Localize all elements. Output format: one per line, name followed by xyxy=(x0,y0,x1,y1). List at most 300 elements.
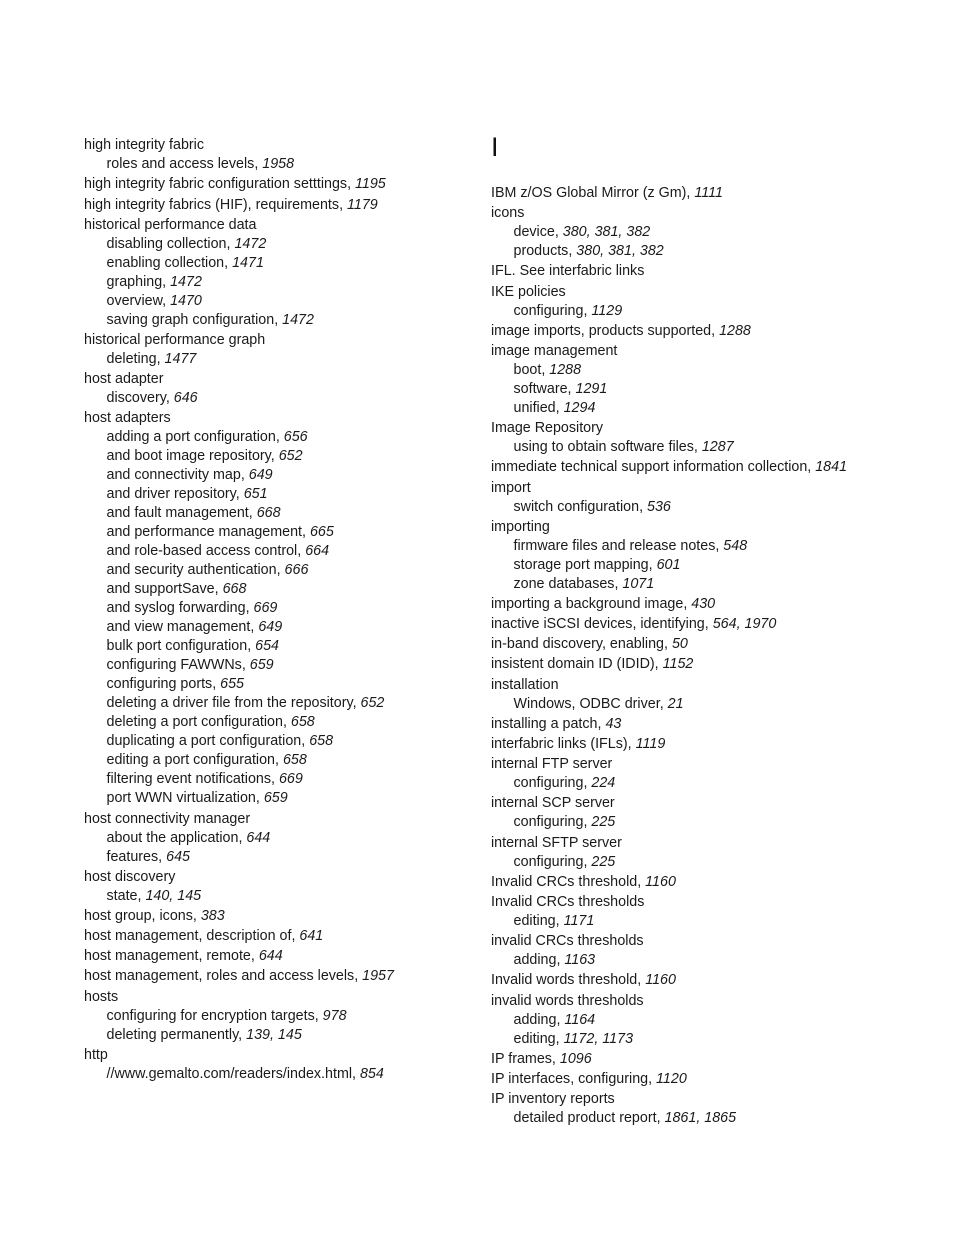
page-reference[interactable]: 1119 xyxy=(635,736,666,752)
index-entry xyxy=(491,755,911,774)
index-term: configuring ports xyxy=(106,676,213,693)
index-term: high integrity fabric configuration setttings xyxy=(84,176,348,193)
index-separator: , xyxy=(554,224,563,241)
index-entry xyxy=(491,635,911,654)
index-term: host group, icons xyxy=(84,907,193,924)
index-separator: , xyxy=(240,467,249,484)
index-separator: , xyxy=(301,733,310,750)
index-term: invalid CRCs thresholds xyxy=(491,933,644,950)
index-separator: , xyxy=(664,636,672,653)
index-term: firmware files and release notes xyxy=(513,537,716,554)
index-subentry xyxy=(84,235,474,254)
page-reference[interactable]: 668 xyxy=(256,505,281,522)
index-entry xyxy=(491,873,911,892)
index-subentry xyxy=(84,618,474,637)
page-reference[interactable]: 645 xyxy=(166,848,190,865)
index-subentry xyxy=(84,637,474,656)
index-term: storage port mapping xyxy=(513,556,649,573)
page-reference[interactable]: 1071 xyxy=(622,575,655,592)
index-subentry xyxy=(84,887,474,906)
index-subentry xyxy=(84,599,474,618)
index-separator: , xyxy=(583,853,592,870)
index-subentry xyxy=(84,656,474,675)
index-separator: , xyxy=(162,273,171,290)
index-term: boot xyxy=(513,361,542,378)
index-term: device xyxy=(513,224,555,241)
index-separator: , xyxy=(556,1011,565,1028)
index-separator: , xyxy=(693,439,702,456)
index-term: Windows, ODBC driver xyxy=(513,695,660,712)
page-reference[interactable]: 430 xyxy=(691,595,716,612)
index-term: in-band discovery, enabling xyxy=(491,636,664,653)
index-term: host management, description of xyxy=(84,928,292,945)
index-separator: , xyxy=(686,185,695,201)
page-reference[interactable]: 1288 xyxy=(719,322,751,339)
index-term: host adapters xyxy=(84,410,171,427)
page-reference[interactable]: 1163 xyxy=(564,952,596,969)
page-reference[interactable]: 669 xyxy=(253,600,278,617)
index-separator: , xyxy=(656,1110,665,1127)
page-reference[interactable]: 224 xyxy=(591,775,616,792)
index-subentry xyxy=(491,556,911,575)
index-term: deleting permanently xyxy=(106,1026,239,1043)
index-subentry xyxy=(84,1026,474,1045)
index-separator: , xyxy=(551,1050,560,1067)
right-index-column xyxy=(491,132,911,1128)
index-term: internal SFTP server xyxy=(491,834,622,851)
page-reference[interactable]: 43 xyxy=(605,715,622,732)
index-term: import xyxy=(491,479,531,496)
index-separator: , xyxy=(250,619,259,636)
index-separator: , xyxy=(568,243,577,260)
index-subentry xyxy=(491,399,911,418)
index-term: icons xyxy=(491,205,525,222)
index-term: high integrity fabric xyxy=(84,137,204,154)
index-subentry xyxy=(491,1030,911,1049)
index-separator: , xyxy=(352,695,361,712)
index-subentry xyxy=(491,813,911,832)
index-subentry xyxy=(491,912,911,931)
index-term: using to obtain software files xyxy=(513,439,694,456)
index-term: and security authentication xyxy=(106,562,277,579)
index-entry xyxy=(491,184,911,203)
index-term: IBM z/OS Global Mirror (z Gm) xyxy=(491,185,687,201)
index-separator: , xyxy=(354,968,363,985)
index-term: and role-based access control xyxy=(106,543,298,560)
page-reference[interactable]: 658 xyxy=(309,733,334,750)
page-reference[interactable]: 1120 xyxy=(656,1070,687,1087)
index-separator: , xyxy=(711,322,720,339)
index-term: image management xyxy=(491,342,618,359)
index-separator: , xyxy=(302,524,310,541)
page-reference[interactable]: 536 xyxy=(647,498,671,515)
index-subentry xyxy=(84,732,474,751)
page-reference[interactable]: 658 xyxy=(282,752,307,769)
index-term: configuring xyxy=(513,302,584,319)
index-entry xyxy=(491,322,911,341)
index-subentry xyxy=(491,695,911,714)
page-reference[interactable]: 1291 xyxy=(575,380,608,397)
index-subentry xyxy=(84,848,474,867)
index-entry xyxy=(491,262,911,281)
index-term: high integrity fabrics (HIF), requirements xyxy=(84,196,340,213)
page-reference[interactable]: 654 xyxy=(255,638,279,655)
index-subentry xyxy=(84,751,474,770)
index-term: editing xyxy=(513,912,556,929)
page-reference[interactable]: 548 xyxy=(723,537,748,554)
index-term: internal SCP server xyxy=(491,795,615,812)
page-reference[interactable]: 978 xyxy=(322,1007,347,1024)
index-term: //www.gemalto.com/readers/index.html xyxy=(106,1065,353,1082)
index-separator: , xyxy=(192,907,201,924)
index-separator: , xyxy=(241,657,250,674)
index-term: adding a port configuration xyxy=(106,429,276,446)
page-reference[interactable]: 649 xyxy=(258,619,283,636)
index-subentry xyxy=(491,853,911,872)
index-term: installing a patch xyxy=(491,715,598,732)
index-entry xyxy=(84,947,474,966)
index-entry xyxy=(491,676,911,695)
index-term: discovery xyxy=(106,390,166,407)
index-separator: , xyxy=(352,1065,360,1082)
index-term: port WWN virtualization xyxy=(106,790,256,807)
page-reference[interactable]: 644 xyxy=(246,829,271,846)
index-entry xyxy=(491,342,911,361)
index-term: host connectivity manager xyxy=(84,810,251,827)
index-separator: , xyxy=(556,952,565,969)
index-separator: , xyxy=(245,600,254,617)
index-entry xyxy=(84,370,474,389)
index-separator: , xyxy=(165,390,174,407)
page-reference[interactable]: 225 xyxy=(591,814,616,831)
index-term: switch configuration xyxy=(513,498,640,515)
index-term: deleting a port configuration xyxy=(106,714,283,731)
index-term: disabling collection xyxy=(106,235,227,252)
index-separator: , xyxy=(271,771,279,788)
page-reference[interactable]: 1179 xyxy=(347,196,378,213)
index-term: IP interfaces, configuring xyxy=(491,1070,649,1087)
index-subentry xyxy=(84,561,474,580)
index-term: IP inventory reports xyxy=(491,1091,615,1108)
index-entry xyxy=(491,932,911,951)
page-reference[interactable]: 1152 xyxy=(662,656,694,673)
page-reference[interactable]: 1164 xyxy=(564,1011,596,1028)
index-separator: , xyxy=(250,948,259,965)
index-entry xyxy=(84,136,474,155)
page-reference[interactable]: 651 xyxy=(243,486,268,503)
index-entry xyxy=(84,216,474,235)
page-reference[interactable]: 658 xyxy=(290,714,315,731)
index-subentry xyxy=(491,361,911,380)
index-term: IP frames xyxy=(491,1050,552,1067)
index-entry xyxy=(84,927,474,946)
page-reference[interactable]: 1841 xyxy=(815,459,848,476)
page-reference[interactable]: 646 xyxy=(173,390,198,407)
index-term: IFL. See interfabric links xyxy=(491,263,645,280)
index-subentry xyxy=(84,523,474,542)
index-entry xyxy=(491,992,911,1011)
index-subentry xyxy=(84,311,474,330)
index-term: Invalid CRCs threshold xyxy=(491,873,638,890)
index-term: historical performance data xyxy=(84,216,257,233)
page-reference[interactable]: 601 xyxy=(656,556,681,573)
index-entry xyxy=(84,988,474,1007)
page-reference[interactable]: 664 xyxy=(305,543,330,560)
index-subentry xyxy=(84,466,474,485)
index-subentry xyxy=(84,829,474,848)
index-subentry xyxy=(84,292,474,311)
index-separator: , xyxy=(297,543,306,560)
index-term: bulk port configuration xyxy=(106,638,248,655)
index-term: configuring xyxy=(513,853,584,870)
index-subentry xyxy=(84,542,474,561)
index-separator: , xyxy=(248,505,257,522)
index-entry xyxy=(491,794,911,813)
page-reference[interactable]: 1111 xyxy=(694,185,723,201)
page-reference[interactable]: 139, 145 xyxy=(246,1026,302,1043)
page-reference[interactable]: 652 xyxy=(278,448,303,465)
page-reference[interactable]: 641 xyxy=(299,928,324,945)
page-reference[interactable]: 140, 145 xyxy=(145,887,202,904)
index-subentry xyxy=(84,713,474,732)
index-separator: , xyxy=(583,775,592,792)
index-term: insistent domain ID (IDID) xyxy=(491,656,655,673)
index-separator: , xyxy=(541,361,550,378)
page-reference[interactable]: 1172, 1173 xyxy=(563,1030,634,1047)
index-separator: , xyxy=(683,595,692,612)
page-reference[interactable]: 665 xyxy=(309,524,334,541)
index-entry xyxy=(84,810,474,829)
index-separator: , xyxy=(235,486,244,503)
index-term: and boot image repository xyxy=(106,448,271,465)
page-reference[interactable]: 1096 xyxy=(559,1050,592,1067)
index-term: configuring xyxy=(513,775,584,792)
index-term: deleting a driver file from the repository xyxy=(106,695,353,712)
index-term: unified xyxy=(513,399,556,416)
index-separator: , xyxy=(212,676,221,693)
index-term: about the application xyxy=(106,829,239,846)
index-subentry xyxy=(491,498,911,517)
index-term: and connectivity map xyxy=(106,467,241,484)
index-separator: , xyxy=(659,695,668,712)
index-entry xyxy=(491,479,911,498)
index-subentry xyxy=(491,380,911,399)
index-term: and fault management xyxy=(106,505,249,522)
index-entry xyxy=(491,595,911,614)
index-term: and supportSave xyxy=(106,581,215,598)
page-reference[interactable]: 1171 xyxy=(563,912,595,929)
page-reference[interactable]: 1287 xyxy=(701,439,734,456)
index-term: image imports, products supported xyxy=(491,322,712,339)
index-separator: , xyxy=(583,302,592,319)
index-term: configuring xyxy=(513,814,584,831)
index-subentry xyxy=(491,438,911,457)
index-separator: , xyxy=(214,581,223,598)
page-reference[interactable]: 1957 xyxy=(362,968,394,985)
index-separator: , xyxy=(238,829,247,846)
index-term: host management, remote xyxy=(84,948,251,965)
index-entry xyxy=(84,196,474,215)
page-reference[interactable]: 1160 xyxy=(645,972,676,989)
index-entry xyxy=(491,893,911,912)
index-term: and performance management xyxy=(106,524,303,541)
page-reference[interactable]: 1129 xyxy=(591,302,623,319)
page-reference[interactable]: 666 xyxy=(284,562,309,579)
index-entry xyxy=(491,419,911,438)
index-term: importing xyxy=(491,518,550,535)
index-term: products xyxy=(513,243,569,260)
index-term: state xyxy=(106,887,138,904)
index-separator: , xyxy=(715,537,724,554)
page-reference[interactable]: 1472 xyxy=(282,311,314,328)
page-reference[interactable]: 225 xyxy=(591,853,616,870)
section-letter-heading: I xyxy=(491,132,499,162)
index-term: host discovery xyxy=(84,868,176,885)
page-reference[interactable]: 1288 xyxy=(549,361,582,378)
index-subentry xyxy=(491,537,911,556)
page-reference[interactable]: 649 xyxy=(248,467,273,484)
page-reference[interactable]: 669 xyxy=(278,771,303,788)
index-subentry xyxy=(84,675,474,694)
index-separator: , xyxy=(583,814,592,831)
index-subentry xyxy=(491,1109,911,1128)
page-reference[interactable]: 656 xyxy=(283,429,308,446)
index-term: editing xyxy=(513,1030,556,1047)
index-term: Invalid words threshold xyxy=(491,972,638,989)
right-index-entries xyxy=(491,184,911,1128)
index-subentry xyxy=(84,1007,474,1026)
index-subentry xyxy=(491,575,911,594)
index-separator: , xyxy=(555,1030,564,1047)
page-reference[interactable]: 50 xyxy=(671,636,688,653)
index-separator: , xyxy=(614,575,623,592)
index-entry xyxy=(491,715,911,734)
index-term: importing a background image xyxy=(491,595,684,612)
index-subentry xyxy=(491,774,911,793)
index-separator: , xyxy=(275,752,283,769)
page-reference[interactable]: 1294 xyxy=(563,399,596,416)
index-term: internal FTP server xyxy=(491,756,613,773)
index-subentry xyxy=(491,951,911,970)
index-entry xyxy=(84,331,474,350)
index-entry xyxy=(84,409,474,428)
index-separator: , xyxy=(282,714,291,731)
index-subentry xyxy=(84,1065,474,1084)
page-reference[interactable]: 383 xyxy=(200,907,225,924)
index-subentry xyxy=(84,273,474,292)
page-reference[interactable]: 1472 xyxy=(170,273,202,290)
page-reference[interactable]: 564, 1970 xyxy=(712,616,777,633)
page-reference[interactable]: 652 xyxy=(360,695,385,712)
index-term: and syslog forwarding xyxy=(106,600,246,617)
page-reference[interactable]: 659 xyxy=(263,790,288,807)
index-entry xyxy=(84,868,474,887)
index-term: enabling collection xyxy=(106,254,225,271)
index-separator: , xyxy=(807,459,816,476)
index-separator: , xyxy=(567,380,576,397)
index-term: Image Repository xyxy=(491,420,604,437)
page-reference[interactable]: 1471 xyxy=(232,254,264,271)
page-reference[interactable]: 1470 xyxy=(170,292,202,309)
index-separator: , xyxy=(555,912,564,929)
index-term: zone databases xyxy=(513,575,615,592)
page-reference[interactable]: 380, 381, 382 xyxy=(576,243,664,260)
index-subentry xyxy=(84,428,474,447)
index-term: duplicating a port configuration xyxy=(106,733,302,750)
index-entry xyxy=(491,735,911,754)
index-term: IKE policies xyxy=(491,283,566,300)
page-reference[interactable]: 1861, 1865 xyxy=(664,1110,737,1127)
index-subentry xyxy=(84,350,474,369)
index-term: invalid words thresholds xyxy=(491,992,644,1009)
page-reference[interactable]: 1160 xyxy=(645,873,676,890)
page-reference[interactable]: 1195 xyxy=(355,176,386,193)
page-reference[interactable]: 644 xyxy=(258,948,283,965)
index-separator: , xyxy=(637,972,646,989)
index-term: Invalid CRCs thresholds xyxy=(491,893,645,910)
index-separator: , xyxy=(158,848,167,865)
index-term: inactive iSCSI devices, identifying xyxy=(491,616,705,633)
index-subentry xyxy=(84,485,474,504)
index-separator: , xyxy=(314,1007,323,1024)
index-term: graphing xyxy=(106,273,163,290)
index-entry xyxy=(491,283,911,302)
left-index-column xyxy=(84,135,474,1084)
page-reference[interactable]: 655 xyxy=(220,676,245,693)
index-subentry xyxy=(84,447,474,466)
index-separator: , xyxy=(137,887,146,904)
index-term: adding xyxy=(513,1011,557,1028)
index-separator: , xyxy=(648,556,657,573)
page-reference[interactable]: 1958 xyxy=(262,156,295,173)
page-reference[interactable]: 380, 381, 382 xyxy=(562,224,651,241)
index-separator: , xyxy=(555,399,564,416)
page-reference[interactable]: 21 xyxy=(667,695,684,712)
index-separator: , xyxy=(291,928,300,945)
index-subentry xyxy=(84,694,474,713)
index-separator: , xyxy=(597,715,606,732)
index-separator: , xyxy=(639,498,648,515)
page-reference[interactable]: 659 xyxy=(249,657,274,674)
index-entry xyxy=(491,971,911,990)
index-entry xyxy=(491,1070,911,1089)
index-entry xyxy=(84,967,474,986)
index-entry xyxy=(491,1090,911,1109)
page-reference[interactable]: 1477 xyxy=(164,350,197,367)
index-term: interfabric links (IFLs) xyxy=(491,736,628,752)
page-reference[interactable]: 1472 xyxy=(234,235,267,252)
index-separator: , xyxy=(347,176,356,193)
index-term: historical performance graph xyxy=(84,331,266,348)
index-term: hosts xyxy=(84,988,119,1005)
index-separator: , xyxy=(275,429,284,446)
index-entry xyxy=(491,204,911,223)
index-term: configuring for encryption targets xyxy=(106,1007,315,1024)
index-term: software xyxy=(513,380,568,397)
index-separator: , xyxy=(238,1026,247,1043)
index-entry xyxy=(84,1046,474,1065)
index-subentry xyxy=(84,789,474,808)
index-term: deleting xyxy=(106,350,157,367)
index-separator: , xyxy=(339,196,348,213)
index-term: filtering event notifications xyxy=(106,771,272,788)
index-term: saving graph configuration xyxy=(106,311,275,328)
index-entry xyxy=(491,615,911,634)
index-subentry xyxy=(491,302,911,321)
index-separator: , xyxy=(276,562,285,579)
page-reference[interactable]: 668 xyxy=(222,581,247,598)
page-reference[interactable]: 854 xyxy=(359,1065,384,1082)
